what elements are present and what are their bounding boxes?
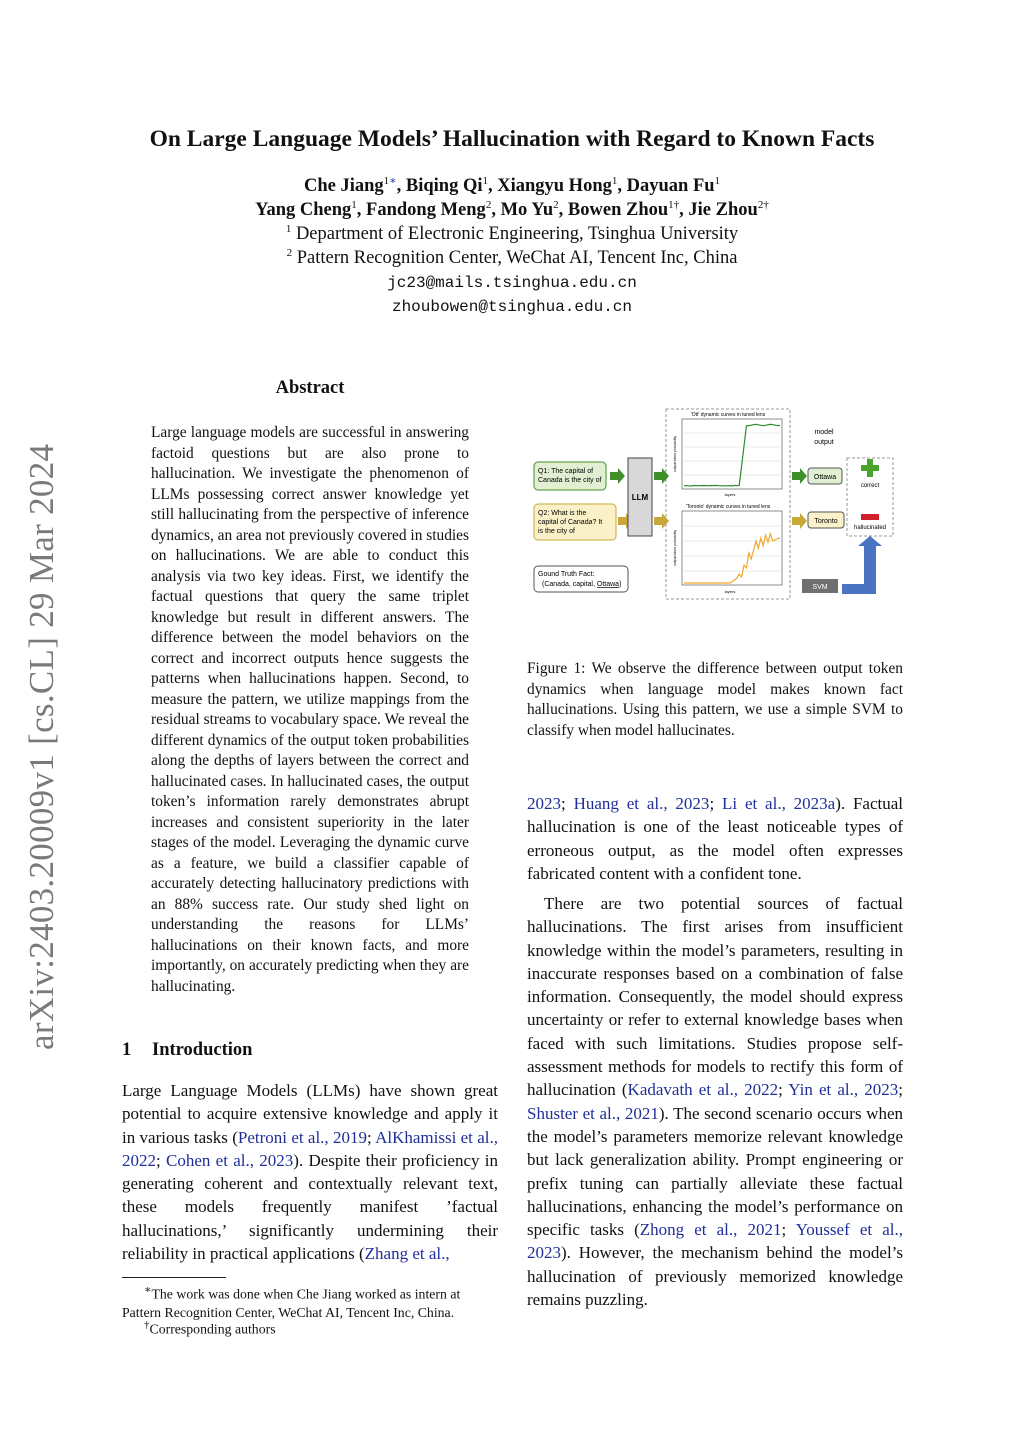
ground-truth-box xyxy=(534,566,628,592)
citation-link[interactable]: Zhong et al., 2021 xyxy=(639,1220,782,1240)
arxiv-side-label: arXiv:2403.20009v1 [cs.CL] 29 Mar 2024 xyxy=(22,443,61,1050)
affiliation-text: Pattern Recognition Center, WeChat AI, Tencent Inc, China xyxy=(296,248,738,269)
arrow-right-icon xyxy=(792,468,807,484)
text-run: ). Despite their proficiency in generating coherent and contextually relevant text, these models frequently manifest ’factual hallucinations,’ significantly undermining their reliability in practical applications ( xyxy=(122,1150,499,1264)
ground-truth-line: (Canada, capital, Ottawa) xyxy=(542,581,622,588)
arrow-right-icon xyxy=(792,513,807,529)
citation-link[interactable]: Zhang et al., xyxy=(364,1244,450,1264)
citation-link[interactable]: AlKhamissi et al., 2022 xyxy=(122,1127,498,1170)
text-run: ; xyxy=(156,1150,167,1170)
author-sup: 2 xyxy=(485,199,492,211)
footnote-mark: † xyxy=(144,1319,150,1331)
correct-label: correct xyxy=(860,483,880,489)
author: Yang Cheng xyxy=(255,200,352,221)
question-2-line: capital of Canada? It xyxy=(538,519,603,526)
text-run: ). The second scenario occurs when the model’s parameters memorize relevant knowledge but lack generalization ability. Prompt engineering or prefix tuning can partially alleviate these factual hallucinations, enhancing the model’s performance on specific tasks ( xyxy=(527,1103,903,1240)
llm-label: LLM xyxy=(631,493,649,502)
footnote-rule xyxy=(122,1277,226,1278)
author-sup: 1 xyxy=(351,199,357,211)
footnote-text: Corresponding authors xyxy=(149,1321,276,1337)
text-run: ). Factual hallucination is one of the least noticeable types of erroneous output, as the model often expresses fabricated content with a confident tone. xyxy=(527,794,903,883)
arrow-right-icon xyxy=(654,513,669,529)
ground-truth-line: Gound Truth Fact: xyxy=(538,571,595,578)
intro-paragraph-1 xyxy=(122,1079,498,1265)
question-1-box xyxy=(534,462,606,490)
author-sup: 1 xyxy=(383,175,390,187)
citation-link[interactable]: Youssef et al., 2023 xyxy=(527,1220,904,1263)
abstract-text: Large language models are successful in answering factoid questions but are also prone to hallucination. We investigate the phenomenon of LLMs possessing correct answer knowledge yet still hallucinating from the perspective of inference dynamics, an area not previously covered in studies on hallucinations. We are able to conduct this analysis via two key ideas. First, we identify the factual questions that query the same triplet knowledge but result in different answers. The difference between the model behaviors on the correct and incorrect outputs hence suggests the patterns when hallucinations happen. Second, to measure the pattern, we utilize mappings from the residual streams to vocabulary space. We reveal the different dynamics of the output token probabilities along the depths of layers between the correct and hallucinated cases. In hallucinated cases, the output token’s information rarely demonstrates abrupt increases and consistent superiority in the later stages of the model. Leveraging the dynamic curve as a feature, we build a classifier capable of accurately detecting hallucinatory predictions with an 88% success rate. Our study shed light on understanding the reasons for LLMs’ hallucinations on their known facts, and more importantly, on accurately predicting when they are hallucinating. xyxy=(151,424,469,995)
arrow-right-icon xyxy=(610,468,625,484)
author-mark: ∗ xyxy=(389,175,397,187)
author-sup: 1 xyxy=(714,175,721,187)
minus-icon xyxy=(861,514,879,520)
author: Biqing Qi xyxy=(405,176,483,197)
plot-2-ylabel: output token probability xyxy=(673,529,677,567)
text-run: ; xyxy=(709,794,722,813)
plot-1-xlabel: layers xyxy=(724,492,736,497)
citation-link[interactable]: Shuster et al., 2021 xyxy=(527,1103,659,1123)
figure-diagram xyxy=(530,404,910,604)
author: Che Jiang xyxy=(303,176,384,197)
affiliation-sup: 2 xyxy=(286,247,293,259)
plot-1-title: 'Ott' dynamic curves in tuned lens xyxy=(690,412,766,418)
citation-link[interactable]: Kadavath et al., 2022 xyxy=(627,1080,779,1100)
section-heading-introduction xyxy=(122,1040,252,1061)
plot-2-title: 'Toronto' dynamic curves in tuned lens xyxy=(685,504,771,510)
citation-link[interactable]: 2023 xyxy=(527,794,561,813)
svm-label: SVM xyxy=(812,584,828,591)
plus-icon-bar xyxy=(861,465,879,471)
citation-link[interactable]: Yin et al., 2023 xyxy=(788,1080,899,1100)
output-toronto-label: Toronto xyxy=(814,518,838,525)
author: Xiangyu Hong xyxy=(497,176,612,197)
question-1-line: Canada is the city of xyxy=(538,477,602,484)
citation-link[interactable]: Li et al., 2023a xyxy=(722,794,836,813)
text-run: ; xyxy=(778,1080,789,1100)
arrow-up-icon xyxy=(842,536,882,594)
text-run: Large Language Models (LLMs) have shown great potential to acquire extensive knowledge and apply it in various tasks ( xyxy=(122,1081,498,1147)
author-sup: 2 xyxy=(553,199,559,211)
author: Bowen Zhou xyxy=(567,200,669,221)
text-run: There are two potential sources of factual hallucinations. The first arises from insufficient knowledge within the model’s parameters, resulting in inaccurate responses based on a combination of false information. Consequently, the model should express uncertainty or refer to external knowledge bases when faced with such limitations. Studies propose self-assessment methods for models to rectify this form of hallucination ( xyxy=(527,894,903,1100)
plot-1-ylabel: output token probability xyxy=(673,435,677,473)
author-sup: 1 xyxy=(611,175,618,187)
author: Mo Yu xyxy=(500,200,554,221)
footnote-mark: ∗ xyxy=(144,1284,152,1296)
citation-link[interactable]: Cohen et al., 2023 xyxy=(166,1150,294,1170)
author-line-2: Yang Cheng$^1$, Fandong Meng$^2$, Mo Yu$^2$, Bowen Zhou$^{1\dagger}$, Jie Zhou$^{2\dagger}$ xyxy=(255,199,769,221)
question-2-line: Q2: What is the xyxy=(538,510,587,517)
plot-2-axes xyxy=(682,511,782,585)
author-line-1: Che Jiang$^{1∗}$, Biqing Qi$^1$, Xiangyu Hong$^1$, Dayuan Fu$^1$ xyxy=(303,175,721,197)
figure-1-caption: Figure 1: We observe the difference between output token dynamics when language model makes known fact hallucinations. Using this pattern, we use a simple SVM to classify when model hallucinates. xyxy=(527,660,903,739)
author: Fandong Meng xyxy=(366,200,486,221)
model-output-label: output xyxy=(814,439,834,446)
affiliation-1 xyxy=(100,223,924,245)
arrow-right-icon xyxy=(654,468,669,484)
question-2-line: is the city of xyxy=(538,528,575,535)
footnote-2 xyxy=(122,1316,498,1339)
author: Dayuan Fu xyxy=(626,176,715,197)
author-sup: 2† xyxy=(757,199,769,211)
model-output-label: model xyxy=(814,429,834,436)
citation-link[interactable]: Huang et al., 2023 xyxy=(573,794,710,813)
text-run: ; xyxy=(561,794,574,813)
intro-paragraph-2 xyxy=(527,892,903,1311)
figure-1 xyxy=(530,404,910,604)
text-run: ; xyxy=(781,1220,796,1240)
affiliation-text: Department of Electronic Engineering, Tsinghua University xyxy=(295,224,739,245)
section-number: 1 xyxy=(122,1040,132,1060)
citation-link[interactable]: Petroni et al., 2019 xyxy=(237,1127,367,1147)
email-1[interactable]: jc23@mails.tsinghua.edu.cn xyxy=(387,274,637,292)
author: Jie Zhou xyxy=(688,200,758,221)
abstract-heading: Abstract xyxy=(275,378,345,398)
text-run: ; xyxy=(366,1127,376,1147)
author-sup: 1† xyxy=(668,199,680,211)
email-2[interactable]: zhoubowen@tsinghua.edu.cn xyxy=(391,298,633,316)
question-1-line: Q1: The capital of xyxy=(538,468,594,475)
author-sup: 1 xyxy=(482,175,488,187)
output-ottawa-label: Ottawa xyxy=(813,474,837,481)
text-run: ; xyxy=(898,1080,903,1100)
paper-title: On Large Language Models’ Hallucination with Regard to Known Facts xyxy=(149,126,875,152)
section-title: Introduction xyxy=(152,1040,253,1060)
affiliation-sup: 1 xyxy=(285,223,292,235)
hallucinated-label: hallucinated xyxy=(853,525,887,531)
intro-paragraph-1-continued xyxy=(527,792,903,885)
plot-2-xlabel: layers xyxy=(724,589,736,594)
plot-1-axes xyxy=(682,419,782,489)
text-run: ). However, the mechanism behind the model’s hallucination of previously memorized knowledge remains puzzling. xyxy=(527,1243,903,1310)
footnote-text: The work was done when Che Jiang worked as intern at Pattern Recognition Center, WeChat AI, Tencent Inc, China. xyxy=(122,1286,461,1320)
affiliation-2 xyxy=(100,247,924,269)
